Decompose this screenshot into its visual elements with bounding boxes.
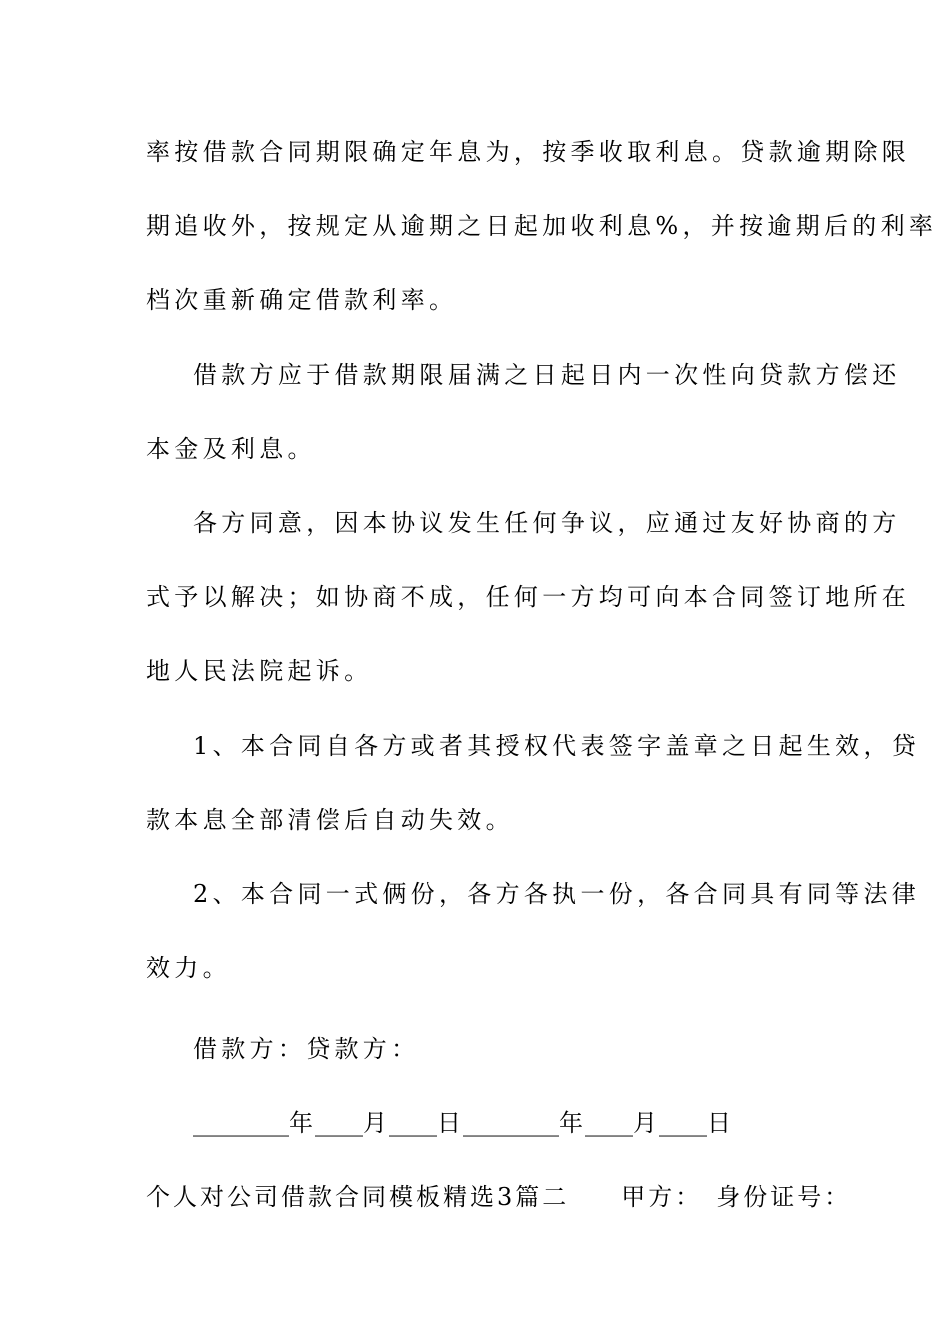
- signature-parties: 借款方：贷款方：: [193, 1035, 420, 1063]
- p1-line-3: 档次重新确定借款利率。: [146, 286, 458, 314]
- p3-line-1: 各方同意，因本协议发生任何争议，应通过友好协商的方: [193, 509, 901, 537]
- year-blank-2: ________: [463, 1109, 559, 1137]
- year-blank-1: ________: [193, 1109, 289, 1137]
- p1-line-2: 期追收外，按规定从逾期之日起加收利息%，并按逾期后的利率: [146, 212, 938, 240]
- p4-line-2: 款本息全部清偿后自动失效。: [146, 806, 514, 834]
- p2-line-2: 本金及利息。: [146, 435, 316, 463]
- section-title: 个人对公司借款合同模板精选3篇二: [146, 1183, 570, 1211]
- day-blank-2: ____: [659, 1109, 707, 1137]
- party-a-label: 甲方：: [621, 1183, 703, 1211]
- day-label-2: 日: [707, 1109, 733, 1137]
- year-label-2: 年: [559, 1109, 585, 1137]
- footer-line: [146, 1182, 851, 1212]
- month-blank-2: ____: [585, 1109, 633, 1137]
- p3-line-3: 地人民法院起诉。: [146, 657, 373, 685]
- day-blank-1: ____: [389, 1109, 437, 1137]
- p1-line-1: 率按借款合同期限确定年息为，按季收取利息。贷款逾期除限: [146, 138, 911, 166]
- p4-line-1: 1、本合同自各方或者其授权代表签字盖章之日起生效，贷: [193, 732, 921, 760]
- p2-line-1: 借款方应于借款期限届满之日起日内一次性向贷款方偿还: [193, 361, 901, 389]
- month-blank-1: ____: [315, 1109, 363, 1137]
- day-label-1: 日: [437, 1109, 463, 1137]
- month-label-2: 月: [633, 1109, 659, 1137]
- year-label-1: 年: [289, 1109, 315, 1137]
- month-label-1: 月: [363, 1109, 389, 1137]
- id-number-label: 身份证号：: [716, 1183, 852, 1211]
- p5-line-1: 2、本合同一式俩份，各方各执一份，各合同具有同等法律: [193, 880, 921, 908]
- p3-line-2: 式予以解决；如协商不成，任何一方均可向本合同签订地所在: [146, 583, 911, 611]
- p5-line-2: 效力。: [146, 954, 231, 982]
- date-row: [193, 1108, 733, 1138]
